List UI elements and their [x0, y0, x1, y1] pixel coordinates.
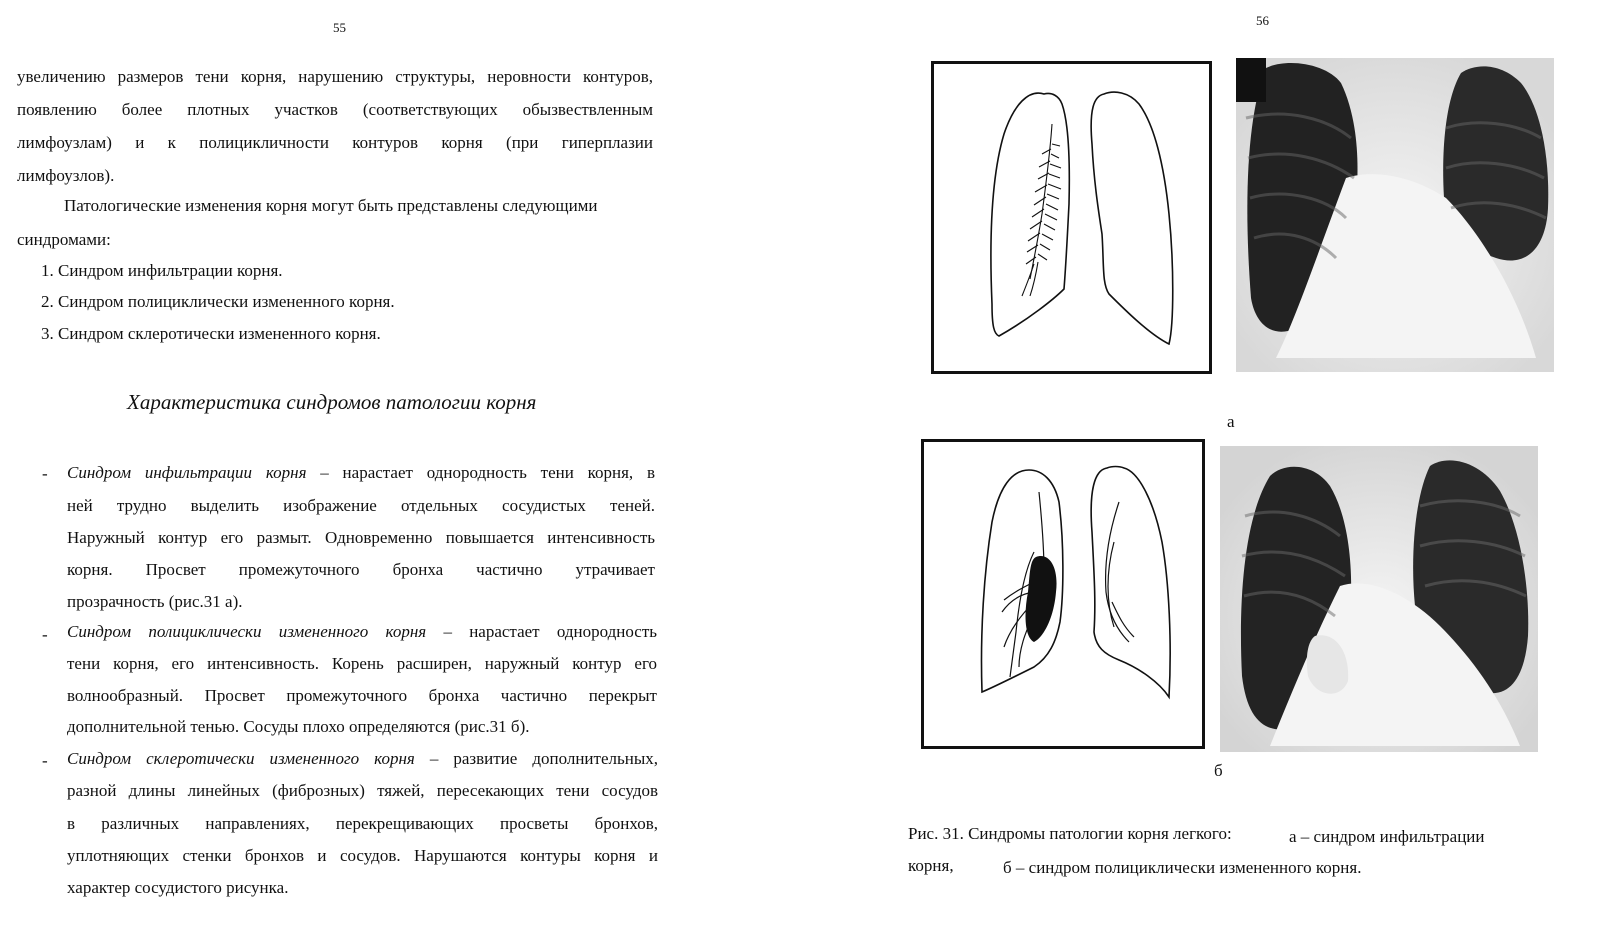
paragraph-1-line-4: лимфоузлов).	[17, 166, 115, 185]
figure-b-schematic	[921, 439, 1205, 749]
bullet-3-line: разной длины линейных (фиброзных) тяжей, пересекающих тени сосудов	[67, 781, 658, 800]
figure-caption-line-2-start: корня,	[908, 856, 954, 875]
bullet-2-line: тени корня, его интенсивность. Корень расширен, наружный контур его	[67, 654, 657, 673]
bullet-3-term: Синдром склеротически измененного корня	[67, 749, 415, 768]
bullet-1-term: Синдром инфильтрации корня	[67, 463, 307, 482]
bullet-3-line: характер сосудистого рисунка.	[67, 878, 289, 897]
figure-a-xray	[1236, 58, 1554, 372]
bullet-dash: -	[42, 751, 48, 770]
page-number-left: 55	[333, 20, 346, 35]
bullet-2-line: дополнительной тенью. Сосуды плохо определяются (рис.31 б).	[67, 717, 530, 736]
figure-a-schematic	[931, 61, 1212, 374]
bullet-3-line: уплотняющих стенки бронхов и сосудов. Нарушаются контуры корня и	[67, 846, 658, 865]
paragraph-2-line-2: синдромами:	[17, 230, 111, 249]
figure-b-lung-drawing	[924, 442, 1202, 746]
bullet-2-term: Синдром полициклически измененного корня	[67, 622, 427, 641]
bullet-2-line-1-rest: – нарастает однородность	[426, 622, 658, 641]
section-heading: Характеристика синдромов патологии корня	[127, 390, 537, 414]
paragraph-1-line-1: увеличению размеров тени корня, нарушению структуры, неровности контуров,	[17, 67, 653, 86]
figure-b-label: б	[1214, 761, 1223, 780]
paragraph-1-line-3: лимфоузлам) и к полицикличности контуров корня (при гиперплазии	[17, 133, 653, 152]
bullet-dash: -	[42, 625, 48, 644]
figure-b-xray	[1220, 446, 1538, 752]
figure-a-lung-drawing	[934, 64, 1209, 371]
page-number-right: 56	[1256, 13, 1269, 28]
figure-b-xray-image	[1220, 446, 1538, 752]
bullet-2-line: волнообразный. Просвет промежуточного бронха частично перекрыт	[67, 686, 657, 705]
list-item: 1. Синдром инфильтрации корня.	[41, 261, 283, 280]
figure-a-label: а	[1227, 412, 1235, 431]
paragraph-1-line-2: появлению более плотных участков (соответствующих обызвествленным	[17, 100, 653, 119]
figure-caption-b: б – синдром полициклически измененного корня.	[1003, 858, 1362, 877]
bullet-2-line-1	[67, 622, 657, 642]
bullet-3-line: в различных направлениях, перекрещивающих просветы бронхов,	[67, 814, 658, 833]
list-item: 3. Синдром склеротически измененного корня.	[41, 324, 381, 343]
right-page	[800, 0, 1600, 936]
bullet-3-line-1	[67, 749, 658, 769]
bullet-3-line-1-rest: – развитие дополнительных,	[414, 749, 658, 768]
bullet-1-line: корня. Просвет промежуточного бронха частично утрачивает	[67, 560, 655, 579]
bullet-1-line-1	[67, 463, 655, 483]
paragraph-2-line-1: Патологические изменения корня могут быть представлены следующими	[64, 196, 598, 215]
bullet-1-line: прозрачность (рис.31 а).	[67, 592, 243, 611]
list-item: 2. Синдром полициклически измененного корня.	[41, 292, 395, 311]
figure-caption-line-1: Рис. 31. Синдромы патологии корня легкого:	[908, 824, 1232, 843]
bullet-1-line: ней трудно выделить изображение отдельных сосудистых теней.	[67, 496, 655, 515]
figure-a-xray-image	[1236, 58, 1554, 372]
bullet-1-line-1-rest: – нарастает однородность тени корня, в	[306, 463, 655, 482]
figure-caption-a: а – синдром инфильтрации	[1289, 827, 1485, 846]
bullet-dash: -	[42, 464, 48, 483]
bullet-1-line: Наружный контур его размыт. Одновременно повышается интенсивность	[67, 528, 655, 547]
